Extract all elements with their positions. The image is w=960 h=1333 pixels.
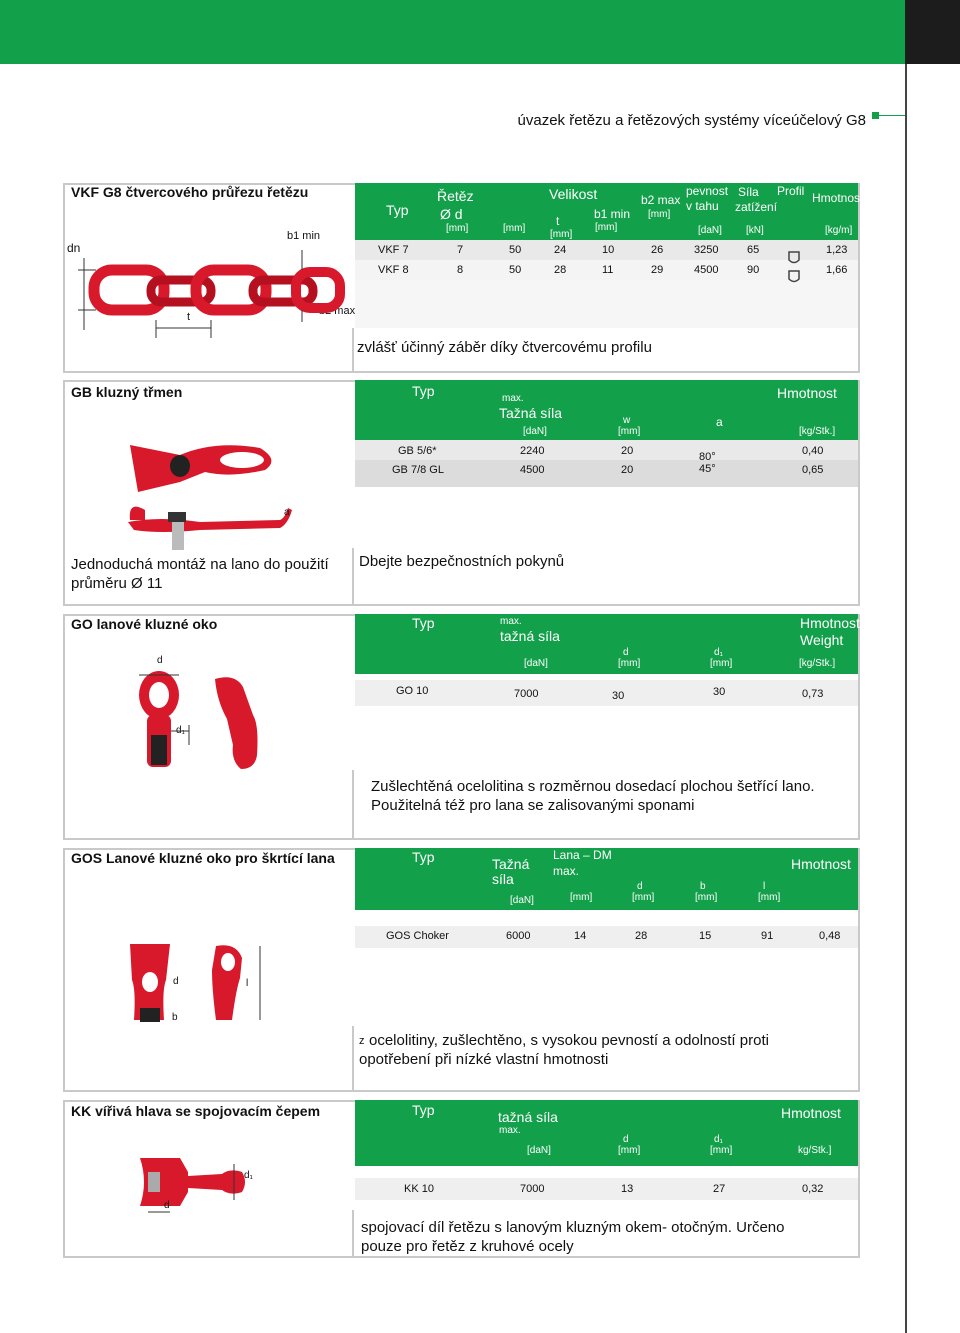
vkf-th-retez-unit: [mm] xyxy=(446,223,469,234)
gb-th-a: a xyxy=(716,415,723,429)
gb-th-tazna: Tažná síla xyxy=(499,405,563,421)
vkf-cell-typ: VKF 8 xyxy=(378,264,409,276)
vkf-th-pevnost: pevnost xyxy=(686,184,729,198)
gos-th-hmotnost: Hmotnost xyxy=(791,856,851,872)
gb-th-w: w xyxy=(623,415,631,426)
gos-label-b: b xyxy=(172,1012,178,1023)
go-label-d: d xyxy=(157,655,163,666)
gos-cell-l: 91 xyxy=(761,930,774,942)
vkf-th-t-unit: [mm] xyxy=(550,229,573,240)
vkf-th-b2: b2 max xyxy=(641,193,681,207)
vkf-cell-sila: 65 xyxy=(747,244,760,256)
gb-cell-a: 80° xyxy=(699,451,716,463)
gb-th-hmotnost-unit: [kg/Stk.] xyxy=(799,426,836,437)
kk-th-d1: d₁ xyxy=(714,1134,723,1145)
vkf-th-typ: Typ xyxy=(386,202,409,218)
go-illustration xyxy=(135,665,275,775)
gos-th-lana: Lana – DM xyxy=(553,848,612,862)
vkf-cell-hmotnost: 1,66 xyxy=(826,264,848,276)
kk-divider xyxy=(352,1210,354,1258)
gos-th-tazna-unit: [daN] xyxy=(510,895,534,906)
go-divider xyxy=(352,770,354,840)
vkf-cell-pevnost: 3250 xyxy=(694,244,719,256)
gb-cell-w: 20 xyxy=(621,464,634,476)
gos-th-tazna: Tažná xyxy=(492,856,530,872)
gb-th-typ: Typ xyxy=(412,383,435,399)
vkf-cell-dn: 50 xyxy=(509,264,522,276)
vkf-th-b1-unit: [mm] xyxy=(595,222,618,233)
gos-illustration xyxy=(120,940,270,1040)
vkf-cell-dn: 50 xyxy=(509,244,522,256)
gos-cell-hmotnost: 0,48 xyxy=(819,930,841,942)
gb-cell-hmotnost: 0,40 xyxy=(802,445,824,457)
vkf-th-dn-unit: [mm] xyxy=(503,223,526,234)
kk-cell-d1: 27 xyxy=(713,1183,726,1195)
page-title: úvazek řetězu a řetězových systémy víceúčelový G8 xyxy=(517,112,866,129)
gos-label-d: d xyxy=(173,976,179,987)
table-row xyxy=(355,680,858,706)
go-th-typ: Typ xyxy=(412,615,435,631)
go-th-d-unit: [mm] xyxy=(618,658,641,669)
gb-illustration xyxy=(120,430,300,560)
go-cell-d: 30 xyxy=(612,690,625,702)
gb-th-hmotnost: Hmotnost xyxy=(777,385,837,401)
go-th-hmotnost: Hmotnost xyxy=(800,615,860,631)
vkf-th-profil: Profil xyxy=(777,184,805,198)
gos-th-tazna2: síla xyxy=(492,871,514,887)
gos-title: GOS Lanové kluzné oko pro škrtící lana xyxy=(71,850,335,866)
kk-th-d-unit: [mm] xyxy=(618,1145,641,1156)
vkf-th-hmotnost-unit: [kg/m] xyxy=(825,225,853,236)
gos-th-b-unit: [mm] xyxy=(695,892,718,903)
vkf-th-velikost: Velikost xyxy=(549,186,598,202)
gos-th-lana-unit: [mm] xyxy=(570,892,593,903)
gos-th-l-unit: [mm] xyxy=(758,892,781,903)
kk-label-d: d xyxy=(164,1200,170,1211)
go-cell-d1: 30 xyxy=(713,686,726,698)
go-th-d1-unit: [mm] xyxy=(710,658,733,669)
gb-label-a: a xyxy=(284,507,290,518)
gb-cell-a: 45° xyxy=(699,463,716,475)
vkf-th-pevnost-unit: [daN] xyxy=(698,225,722,236)
gos-th-d: d xyxy=(637,881,643,892)
gb-note-right: Dbejte bezpečnostních pokynů xyxy=(359,553,565,570)
gb-cell-sila: 2240 xyxy=(520,445,545,457)
kk-cell-sila: 7000 xyxy=(520,1183,545,1195)
kk-th-typ: Typ xyxy=(412,1102,435,1118)
gos-label-l: l xyxy=(246,978,249,989)
gos-th-b: b xyxy=(700,881,706,892)
gb-cell-sila: 4500 xyxy=(520,464,545,476)
vkf-th-retez: Řetěz xyxy=(437,188,474,204)
vkf-th-b1: b1 min xyxy=(594,207,631,221)
vkf-cell-hmotnost: 1,23 xyxy=(826,244,848,256)
header-bar xyxy=(0,0,905,64)
kk-cell-typ: KK 10 xyxy=(404,1183,434,1195)
profile-icon xyxy=(785,250,805,286)
go-th-tazna: tažná síla xyxy=(500,628,560,644)
go-th-weight: Weight xyxy=(800,632,844,648)
kk-th-tazna-unit: [daN] xyxy=(527,1145,551,1156)
title-rule xyxy=(879,115,905,116)
gb-cell-typ: GB 7/8 GL xyxy=(392,464,444,476)
header-corner xyxy=(905,0,960,64)
gos-note-prefix: z xyxy=(359,1035,365,1047)
vkf-label-t: t xyxy=(187,311,191,323)
table-row xyxy=(355,280,858,328)
gos-cell-lana: 14 xyxy=(574,930,587,942)
vkf-cell-b2: 29 xyxy=(651,264,664,276)
kk-th-max: max. xyxy=(499,1125,521,1136)
vkf-cell-b1: 10 xyxy=(602,244,615,256)
kk-th-hmotnost-unit: kg/Stk.] xyxy=(798,1145,832,1156)
vkf-title: VKF G8 čtvercového průřezu řetězu xyxy=(71,184,309,200)
kk-illustration xyxy=(130,1150,280,1225)
gos-th-l: l xyxy=(763,881,766,892)
go-cell-typ: GO 10 xyxy=(396,685,429,697)
gos-cell-typ: GOS Choker xyxy=(386,930,449,942)
vkf-th-retez2: Ø d xyxy=(440,206,463,222)
vkf-th-sila-unit: [kN] xyxy=(746,225,764,236)
kk-th-d: d xyxy=(623,1134,629,1145)
vkf-cell-typ: VKF 7 xyxy=(378,244,409,256)
gb-th-tazna-unit: [daN] xyxy=(523,426,547,437)
gos-cell-b: 15 xyxy=(699,930,712,942)
gb-title: GB kluzný třmen xyxy=(71,384,183,400)
gos-cell-sila: 6000 xyxy=(506,930,531,942)
kk-cell-hmotnost: 0,32 xyxy=(802,1183,824,1195)
kk-title: KK vířivá hlava se spojovacím čepem xyxy=(71,1103,321,1119)
vkf-th-sila2: zatížení xyxy=(735,200,778,214)
vkf-cell-t: 24 xyxy=(554,244,567,256)
go-label-d1: d₁ xyxy=(176,725,185,736)
gos-divider xyxy=(352,1026,354,1092)
go-cell-hmotnost: 0,73 xyxy=(802,688,824,700)
gb-note-left: Jednoduchá montáž na lano do použití průměru Ø 11 xyxy=(71,556,329,592)
vkf-chain-illustration xyxy=(66,250,356,340)
kk-th-hmotnost: Hmotnost xyxy=(781,1105,841,1121)
gb-cell-hmotnost: 0,65 xyxy=(802,464,824,476)
page-margin-line xyxy=(905,64,907,1333)
vkf-th-t: t xyxy=(556,214,560,228)
gos-th-lana-max: max. xyxy=(553,864,580,878)
go-note: Zušlechtěná ocelolitina s rozměrnou dosedací plochou šetřící lano. Použitelná též pro lana se zalisovanými sponami xyxy=(371,778,815,814)
vkf-th-pevnost2: v tahu xyxy=(686,199,719,213)
kk-note: spojovací díl řetězu s lanovým kluzným okem- otočným. Určeno pouze pro řetěz z kruhové ocely xyxy=(361,1219,785,1255)
vkf-label-b1min: b1 min xyxy=(287,230,321,242)
gos-note: ocelolitiny, zušlechtěno, s vysokou pevností a odolností proti opotřebení při nízké vlastní hmotnosti xyxy=(359,1032,769,1068)
gos-th-d-unit: [mm] xyxy=(632,892,655,903)
kk-label-d1: d₁ xyxy=(244,1170,253,1181)
vkf-th-b2-unit: [mm] xyxy=(648,209,671,220)
go-th-hmotnost-unit: [kg/Stk.] xyxy=(799,658,836,669)
kk-th-d1-unit: [mm] xyxy=(710,1145,733,1156)
kk-th-tazna: tažná síla xyxy=(498,1109,558,1125)
go-th-d: d xyxy=(623,647,629,658)
vkf-label-dn: dn xyxy=(67,241,81,255)
vkf-cell-t: 28 xyxy=(554,264,567,276)
kk-cell-d: 13 xyxy=(621,1183,634,1195)
go-title: GO lanové kluzné oko xyxy=(71,616,218,632)
gb-th-max: max. xyxy=(502,393,524,404)
vkf-cell-pevnost: 4500 xyxy=(694,264,719,276)
go-th-max: max. xyxy=(500,616,522,627)
title-marker xyxy=(872,112,879,119)
vkf-cell-b1: 11 xyxy=(602,264,614,276)
vkf-note: zvlášť účinný záběr díky čtvercovému profilu xyxy=(357,339,652,356)
chain-links xyxy=(94,270,340,310)
vkf-cell-d: 7 xyxy=(457,244,464,256)
gb-th-w-unit: [mm] xyxy=(618,426,641,437)
vkf-divider xyxy=(352,328,354,373)
go-cell-sila: 7000 xyxy=(514,688,539,700)
vkf-cell-b2: 26 xyxy=(651,244,664,256)
gb-cell-typ: GB 5/6* xyxy=(398,445,437,457)
vkf-cell-sila: 90 xyxy=(747,264,760,276)
gb-cell-w: 20 xyxy=(621,445,634,457)
go-th-d1: d₁ xyxy=(714,647,723,658)
vkf-cell-d: 8 xyxy=(457,264,464,276)
go-th-tazna-unit: [daN] xyxy=(524,658,548,669)
vkf-th-hmotnost: Hmotnost xyxy=(812,191,864,205)
vkf-label-b2max: b2 max xyxy=(319,305,356,317)
vkf-th-sila: Síla xyxy=(738,185,759,199)
gos-th-typ: Typ xyxy=(412,849,435,865)
gos-cell-d: 28 xyxy=(635,930,648,942)
